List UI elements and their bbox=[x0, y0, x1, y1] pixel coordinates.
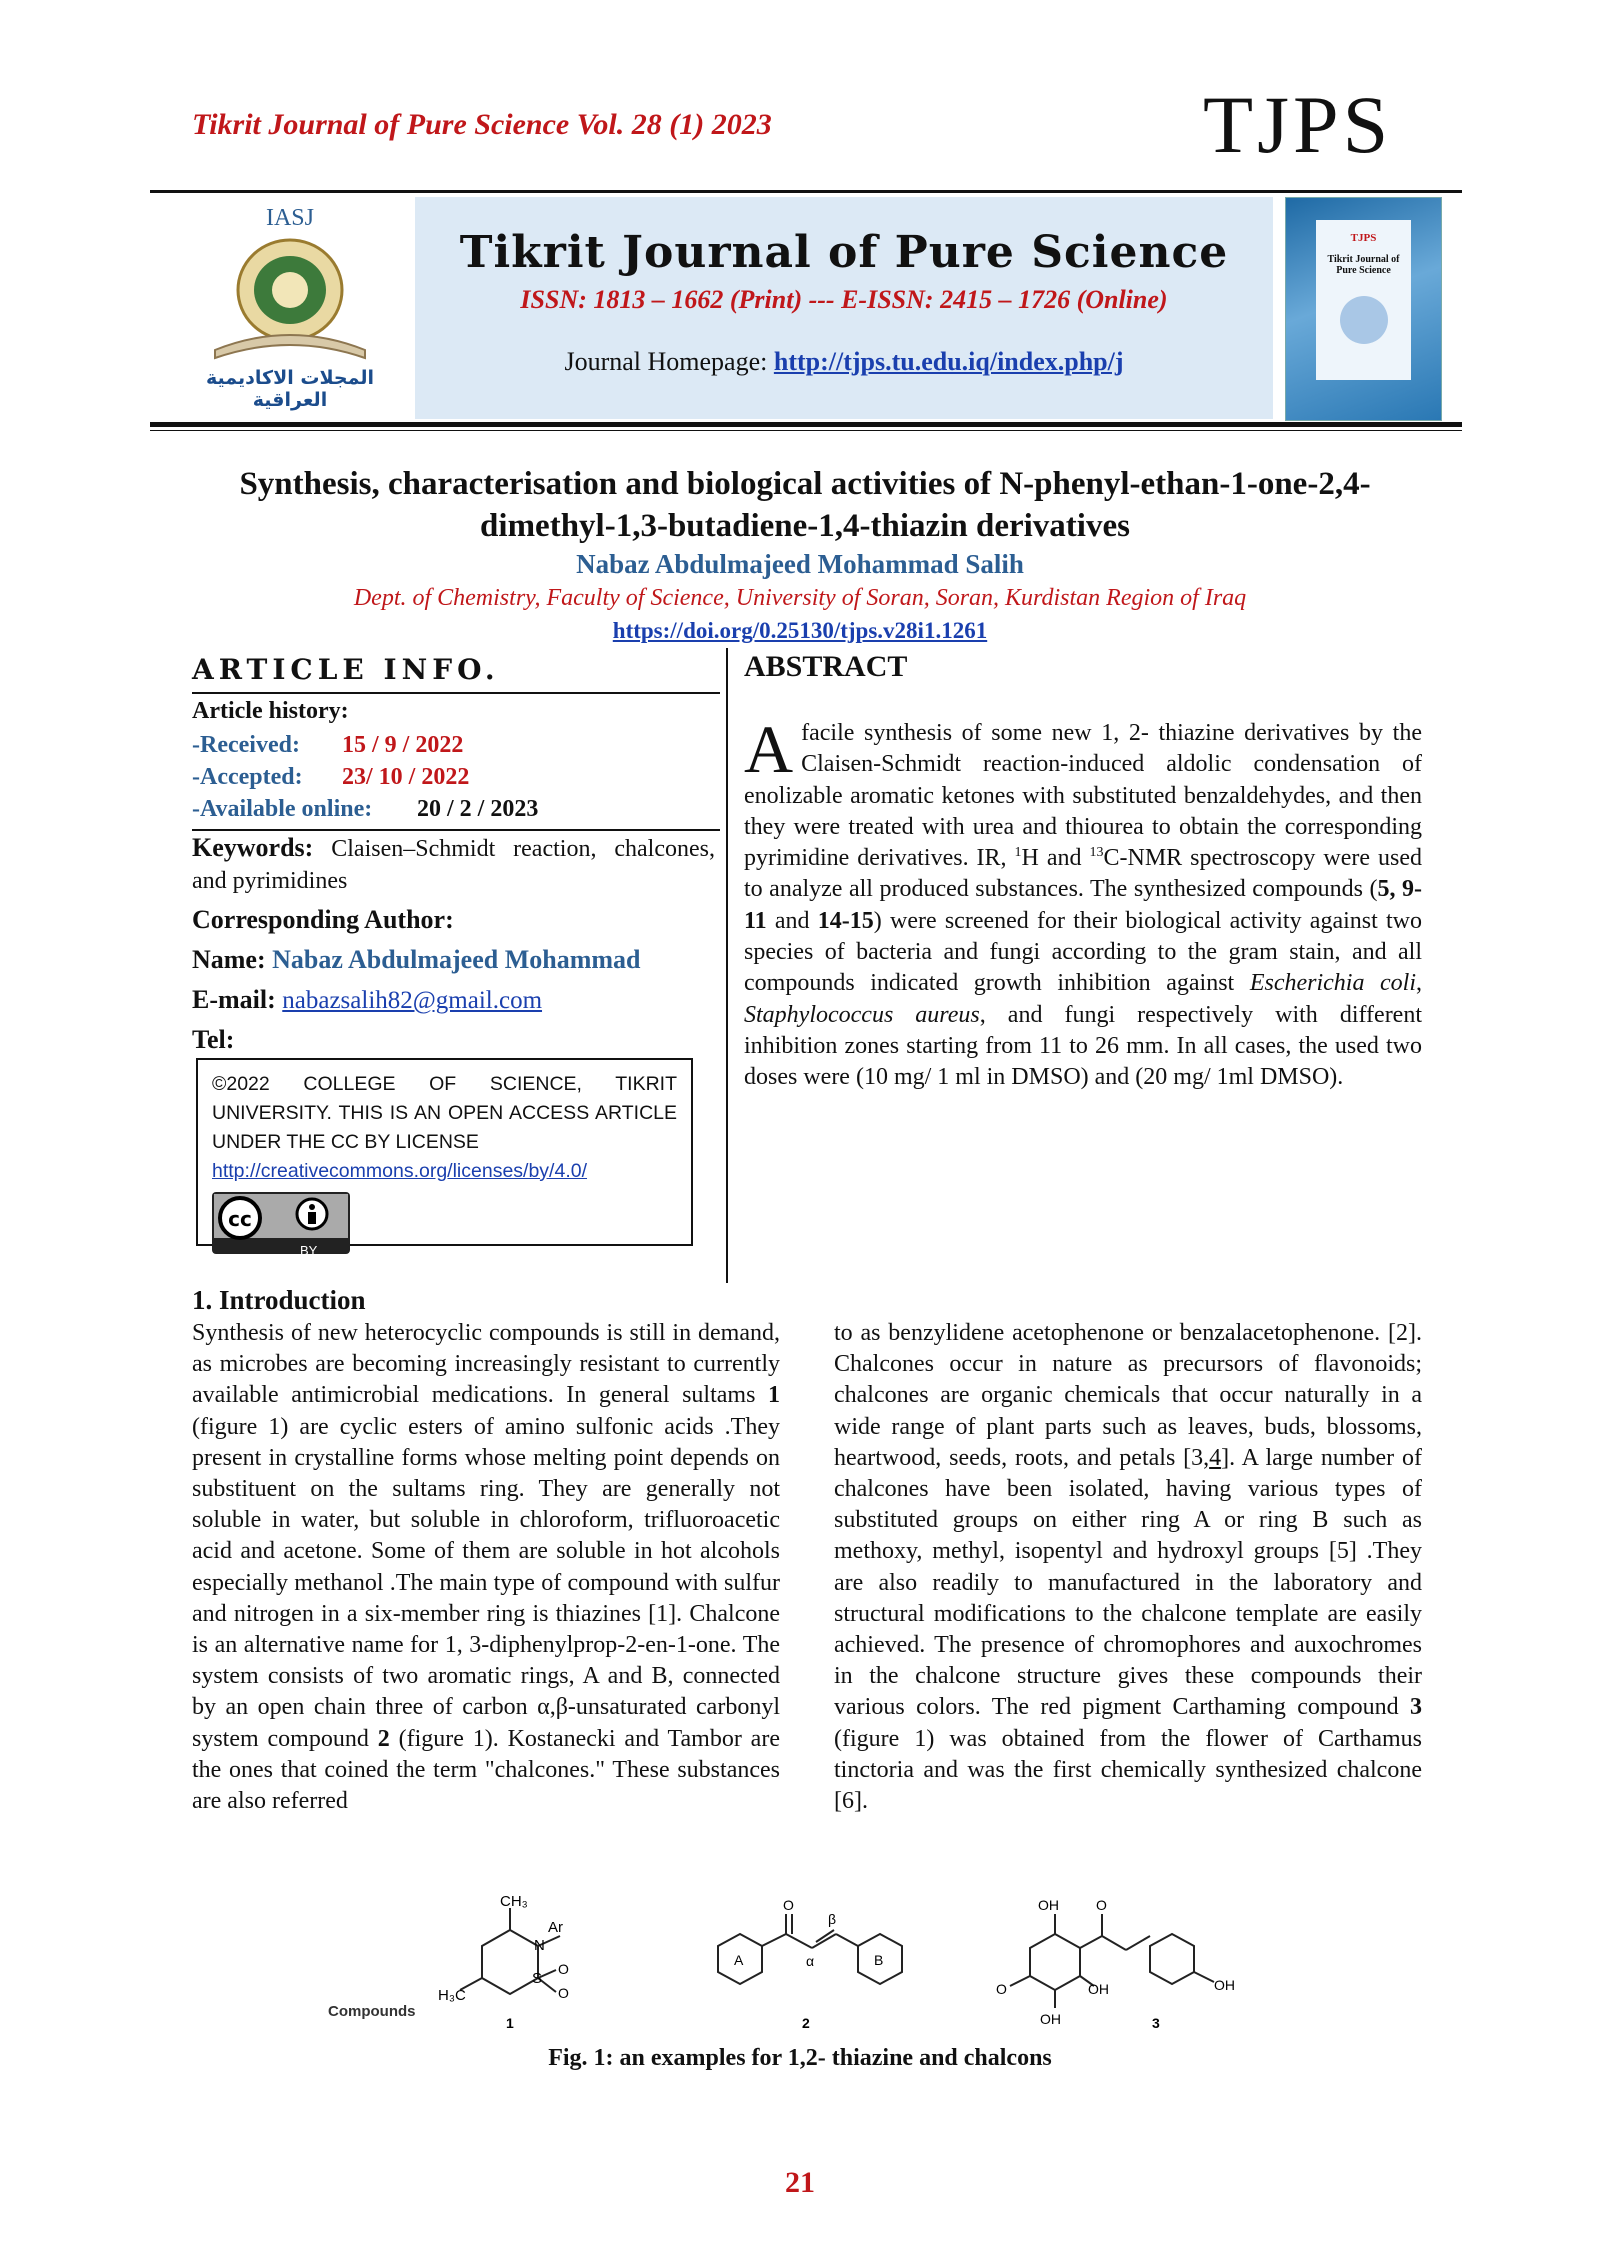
article-history-label: Article history: bbox=[192, 698, 349, 724]
compound-3-oh-para: OH bbox=[1214, 1977, 1235, 1993]
banner-issn: ISSN: 1813 – 1662 (Print) --- E-ISSN: 2415 – 1726 (Online) bbox=[520, 285, 1168, 314]
journal-cover-thumbnail bbox=[1285, 197, 1442, 421]
cover-title: Tikrit Journal of Pure Science bbox=[1327, 254, 1400, 276]
keywords bbox=[192, 832, 715, 897]
accepted-label: -Accepted: bbox=[192, 764, 303, 790]
available-online-label: -Available online: bbox=[192, 796, 373, 822]
paper-title: Synthesis, characterisation and biological activities of N-phenyl-ethan-1-one-2,4-dimethyl-1,3-butadiene-1,4-thiazin derivatives bbox=[239, 466, 1371, 544]
corresponding-name: Nabaz Abdulmajeed Mohammad bbox=[272, 945, 641, 974]
compound-1-h3c: H₃C bbox=[438, 1987, 466, 2004]
email-label: E-mail: bbox=[192, 985, 283, 1014]
author-name: Nabaz Abdulmajeed Mohammad Salih bbox=[576, 549, 1024, 579]
banner-center-panel bbox=[415, 197, 1273, 419]
compound-3-oh-bottom: OH bbox=[1040, 2011, 1061, 2027]
corresponding-author-label: Corresponding Author: bbox=[192, 905, 454, 934]
journal-running-head: Tikrit Journal of Pure Science Vol. 28 (1) 2023 bbox=[192, 108, 772, 141]
article-info-heading: ARTICLE INFO. bbox=[192, 653, 500, 686]
journal-banner bbox=[150, 197, 1462, 419]
cc-by-icon bbox=[212, 1192, 350, 1254]
corresponding-name-row bbox=[192, 945, 641, 975]
banner-journal-title: Tikrit Journal of Pure Science bbox=[459, 227, 1229, 278]
license-text: ©2022 COLLEGE OF SCIENCE, TIKRIT UNIVERSITY. THIS IS AN OPEN ACCESS ARTICLE UNDER THE CC BY LICENSE bbox=[212, 1073, 677, 1153]
iasj-arabic-label: المجلات الاكاديمية العراقية bbox=[206, 367, 374, 411]
abstract-dropcap: A bbox=[744, 711, 794, 787]
received-label: -Received: bbox=[192, 732, 300, 758]
homepage-label: Journal Homepage: bbox=[564, 347, 774, 376]
compound-1-structure bbox=[460, 1908, 560, 1994]
available-online-date: 20 / 2 / 2023 bbox=[417, 796, 539, 822]
name-label: Name: bbox=[192, 945, 273, 974]
column-divider bbox=[726, 648, 728, 1283]
compound-3-o-left: O bbox=[996, 1981, 1007, 1997]
compound-1-o2: O bbox=[558, 1985, 569, 2001]
received-row bbox=[192, 732, 463, 759]
cc-by-text: BY bbox=[300, 1243, 318, 1258]
abstract-text: A facile synthesis of some new 1, 2- thiazine derivatives by the Claisen-Schmidt reaction-induced aldolic condensation of enolizable aromatic ketones with substituted benzaldehydes, and then they were treated with urea and thiourea to obtain the corresponding pyrimidine derivatives. IR, $^1$H and $^{13}$C-NMR spectroscopy were used to analyze all produced substances. The synthesized compounds (5, 9-11 and 14-15) were screened for their biological activity against two species of bacteria and fungi according to the gram stain, and all compounds indicated growth inhibition against Escherichia coli, Staphylococcus aureus, and fungi respectively with different inhibition zones starting from 11 to 26 mm. In all cases, the used two doses were (10 mg/ 1 ml in DMSO) and (20 mg/ 1ml DMSO). bbox=[744, 711, 1423, 1091]
cover-label: TJPS bbox=[1350, 232, 1377, 244]
license-link[interactable]: http://creativecommons.org/licenses/by/4.0/ bbox=[212, 1160, 588, 1182]
iasj-label: IASJ bbox=[265, 205, 314, 231]
header-rule-top bbox=[150, 190, 1462, 193]
tel-label: Tel: bbox=[192, 1025, 235, 1054]
compound-2-structure bbox=[718, 1914, 902, 1984]
cc-by-badge bbox=[212, 1192, 350, 1258]
received-date: 15 / 9 / 2022 bbox=[342, 732, 464, 758]
banner-rule-thin bbox=[150, 430, 1462, 431]
iasj-logo bbox=[175, 205, 405, 411]
email-link[interactable]: nabazsalih82@gmail.com bbox=[282, 987, 543, 1014]
compound-2-ring-a: A bbox=[734, 1952, 744, 1968]
compound-2-o: O bbox=[783, 1897, 794, 1913]
banner-rule-bottom bbox=[150, 422, 1462, 427]
compound-3-oh-right: OH bbox=[1088, 1981, 1109, 1997]
compound-2-alpha: α bbox=[806, 1953, 815, 1969]
abstract-heading: ABSTRACT bbox=[744, 650, 908, 683]
accepted-row bbox=[192, 764, 469, 791]
accepted-date: 23/ 10 / 2022 bbox=[342, 764, 470, 790]
info-rule-2 bbox=[192, 829, 720, 831]
svg-text:cc: cc bbox=[228, 1207, 252, 1231]
compound-3-structure bbox=[1010, 1914, 1214, 2008]
compound-2-ring-b: B bbox=[874, 1952, 884, 1968]
homepage-link[interactable]: http://tjps.tu.edu.iq/index.php/j bbox=[773, 347, 1124, 376]
figure-1-caption: Fig. 1: an examples for 1,2- thiazine and chalcons bbox=[548, 2045, 1052, 2071]
compound-1-n: N bbox=[534, 1937, 545, 1954]
available-online-row bbox=[192, 796, 538, 823]
introduction-left-column: Synthesis of new heterocyclic compounds is still in demand, as microbes are becoming increasingly resistant to currently available antimicrobial medications. In general sultams 1 (figure 1) are cyclic esters of amino sulfonic acids .They present in crystalline forms whose melting point depends on substituent on the sultams ring. They are generally not soluble in water, but soluble in chloroform, trifluoroacetic acid and acetone. Some of them are soluble in hot alcohols especially methanol .The main type of compound with sulfur and nitrogen in a six-member ring is thiazines [1]. Chalcone is an alternative name for 1, 3-diphenylprop-2-en-1-one. The system consists of two aromatic rings, A and B, connected by an open chain three of carbon α,β-unsaturated carbonyl system compound 2 (figure 1). Kostanecki and Tambor are the ones that coined the term "chalcones." These substances are also referred bbox=[192, 1320, 780, 1815]
banner-homepage bbox=[415, 347, 1273, 377]
keywords-text: Claisen–Schmidt reaction, chalcones, and pyrimidines bbox=[192, 836, 715, 894]
keywords-label: Keywords: bbox=[192, 833, 314, 862]
compound-3-o-top: O bbox=[1096, 1897, 1107, 1913]
author-affiliation: Dept. of Chemistry, Faculty of Science, University of Soran, Soran, Kurdistan Region of Iraq bbox=[353, 585, 1247, 611]
page-number: 21 bbox=[785, 2166, 815, 2199]
doi-link[interactable]: https://doi.org/0.25130/tjps.v28i1.1261 bbox=[612, 618, 988, 643]
compound-1-ch3: CH₃ bbox=[500, 1893, 528, 1910]
doi bbox=[0, 618, 1600, 644]
email-row bbox=[192, 985, 542, 1015]
license-box bbox=[196, 1058, 693, 1258]
figure-1-structures bbox=[320, 1890, 1290, 2040]
compounds-label: Compounds bbox=[328, 2003, 416, 2020]
iasj-emblem-icon bbox=[175, 232, 405, 362]
compound-1-o1: O bbox=[558, 1961, 569, 1977]
introduction-heading: 1. Introduction bbox=[192, 1285, 366, 1315]
compound-2-number: 2 bbox=[802, 2015, 810, 2031]
compound-3-oh-top: OH bbox=[1038, 1897, 1059, 1913]
article-info-rule bbox=[192, 692, 720, 694]
compound-1-s: S bbox=[532, 1970, 543, 1987]
introduction-right-column: to as benzylidene acetophenone or benzalacetophenone. [2]. Chalcones occur in nature as precursors of flavonoids; chalcones are organic chemicals that occur naturally in a wide range of plant parts such as leaves, buds, blossoms, heartwood, seeds, roots, and petals [3,4]. A large number of chalcones have been isolated, having various types of substituted groups on either ring A or ring B such as methoxy, methyl, isopentyl and hydroxyl groups [5] .They are also readily to manufactured in the laboratory and structural modifications to the chalcone template are easily achieved. The presence of chromophores and auxochromes in the chalcone structure gives these compounds their various colors. The red pigment Carthaming compound 3 (figure 1) was obtained from the flower of Carthamus tinctoria and was the first chemically synthesized chalcone [6]. bbox=[834, 1320, 1423, 1815]
compound-2-beta: β bbox=[828, 1911, 837, 1927]
compound-1-ar: Ar bbox=[548, 1919, 563, 1936]
cover-emblem-icon bbox=[1340, 296, 1388, 344]
compound-3-number: 3 bbox=[1152, 2015, 1160, 2031]
tjps-logo: TJPS bbox=[1203, 79, 1393, 170]
compound-1-number: 1 bbox=[506, 2015, 514, 2031]
